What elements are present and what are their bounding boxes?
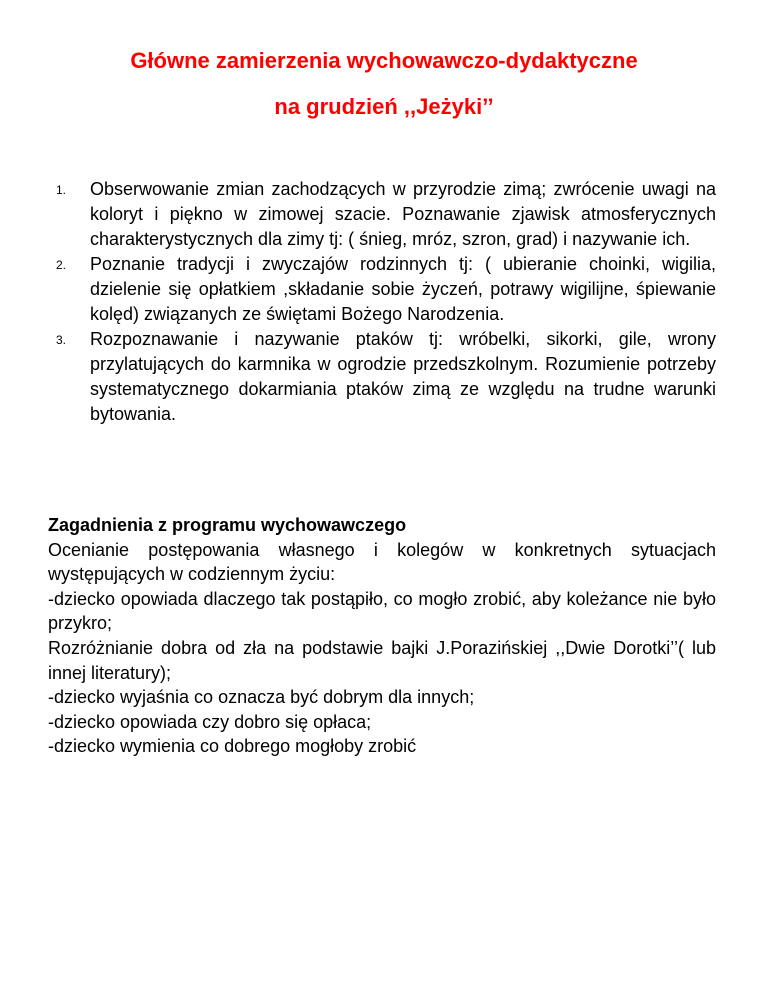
goal-text: Obserwowanie zmian zachodzących w przyrodzie zimą; zwrócenie uwagi na koloryt i piękno w zimowej szacie. Poznawanie zjawisk atmosferycznych charakterystycznych dla zimy tj: ( śnieg, mróz, szron, grad) i nazywanie ich. (90, 179, 716, 249)
goal-item (56, 177, 716, 252)
goal-item (56, 252, 716, 327)
program-section (48, 513, 716, 759)
program-line: Rozróżnianie dobra od zła na podstawie bajki J.Porazińskiej ,,Dwie Dorotki’’( lub innej literatury); (48, 637, 716, 683)
program-line: -dziecko wyjaśnia co oznacza być dobrym dla innych; (48, 687, 475, 708)
goal-text: Rozpoznawanie i nazywanie ptaków tj: wróbelki, sikorki, gile, wrony przylatujących do karmnika w ogrodzie przedszkolnym. Rozumienie potrzeby systematycznego dokarmiania ptaków zimą ze względu na trudne warunki bytowania. (90, 329, 716, 424)
page-title-line2: na grudzień ,,Jeżyki’’ (274, 94, 494, 119)
goal-item (56, 327, 716, 427)
page-title-line1: Główne zamierzenia wychowawczo-dydaktyczne (130, 48, 638, 73)
goal-text: Poznanie tradycji i zwyczajów rodzinnych tj: ( ubieranie choinki, wigilia, dzielenie się opłatkiem ,składanie sobie życzeń, potrawy wigilijne, śpiewanie kolęd) związanych ze świętami Bożego Narodzenia. (90, 254, 716, 324)
goal-number: 1. (56, 183, 67, 197)
program-line: -dziecko opowiada dlaczego tak postąpiło, co mogło zrobić, aby koleżance nie było przykro; (48, 588, 716, 634)
goals-list (56, 177, 716, 427)
goal-number: 2. (56, 258, 67, 272)
program-heading: Zagadnienia z programu wychowawczego (48, 515, 407, 535)
goal-number: 3. (56, 333, 67, 347)
program-line: Ocenianie postępowania własnego i kolegów w konkretnych sytuacjach występujących w codziennym życiu: (48, 539, 716, 585)
program-line: -dziecko opowiada czy dobro się opłaca; (48, 711, 372, 732)
program-line: -dziecko wymienia co dobrego mogłoby zrobić (48, 736, 417, 757)
